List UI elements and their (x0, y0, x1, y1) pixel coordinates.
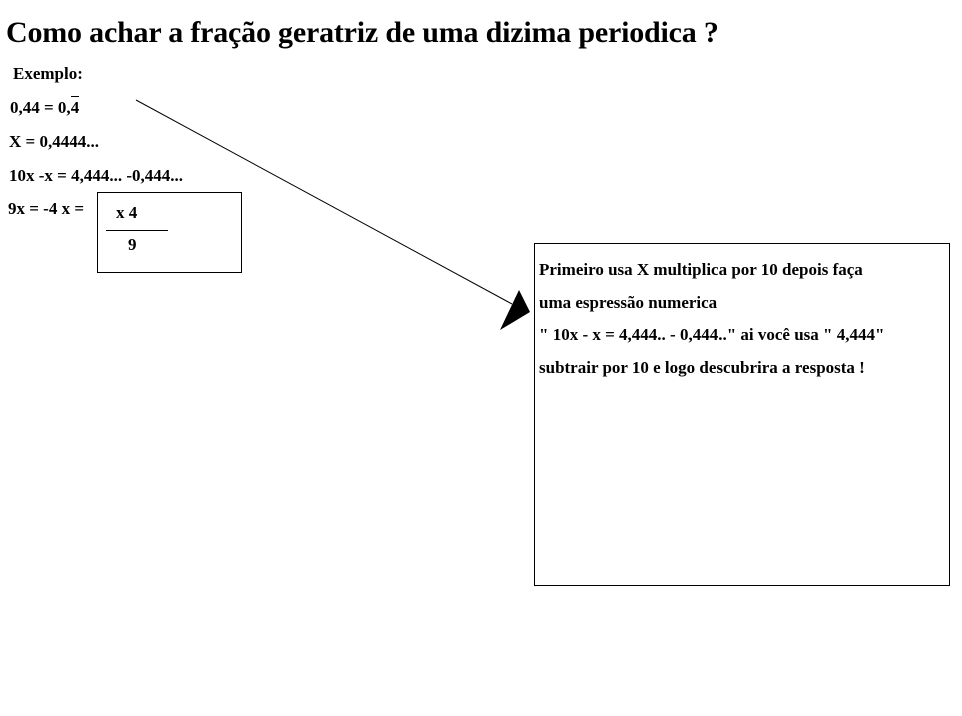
arrow-line (136, 100, 512, 304)
fraction-numerator: x 4 (116, 203, 138, 222)
example-line-3: 10x -x = 4,444... -0,444... (9, 166, 184, 185)
example-line-1-prefix: 0,44 = 0, (10, 98, 71, 117)
fraction-denominator: 9 (128, 235, 137, 254)
example-line-4: 9x = -4 x = (8, 199, 85, 218)
arrow-head (500, 290, 530, 330)
page-title: Como achar a fração geratriz de uma dizima periodica ? (6, 16, 719, 49)
explanation-line-1: Primeiro usa X multiplica por 10 depois faça (539, 260, 863, 279)
explanation-line-3: " 10x - x = 4,444.. - 0,444.." ai você usa " 4,444" (539, 325, 885, 344)
example-label: Exemplo: (13, 64, 83, 83)
explanation-line-4: subtrair por 10 e logo descubrira a resposta ! (539, 357, 865, 377)
explanation-line-2: uma espressão numerica (539, 292, 718, 312)
repeating-digit-overbar: 4 (70, 98, 80, 117)
explanation-box (534, 243, 950, 586)
example-line-2: X = 0,4444... (9, 132, 99, 151)
